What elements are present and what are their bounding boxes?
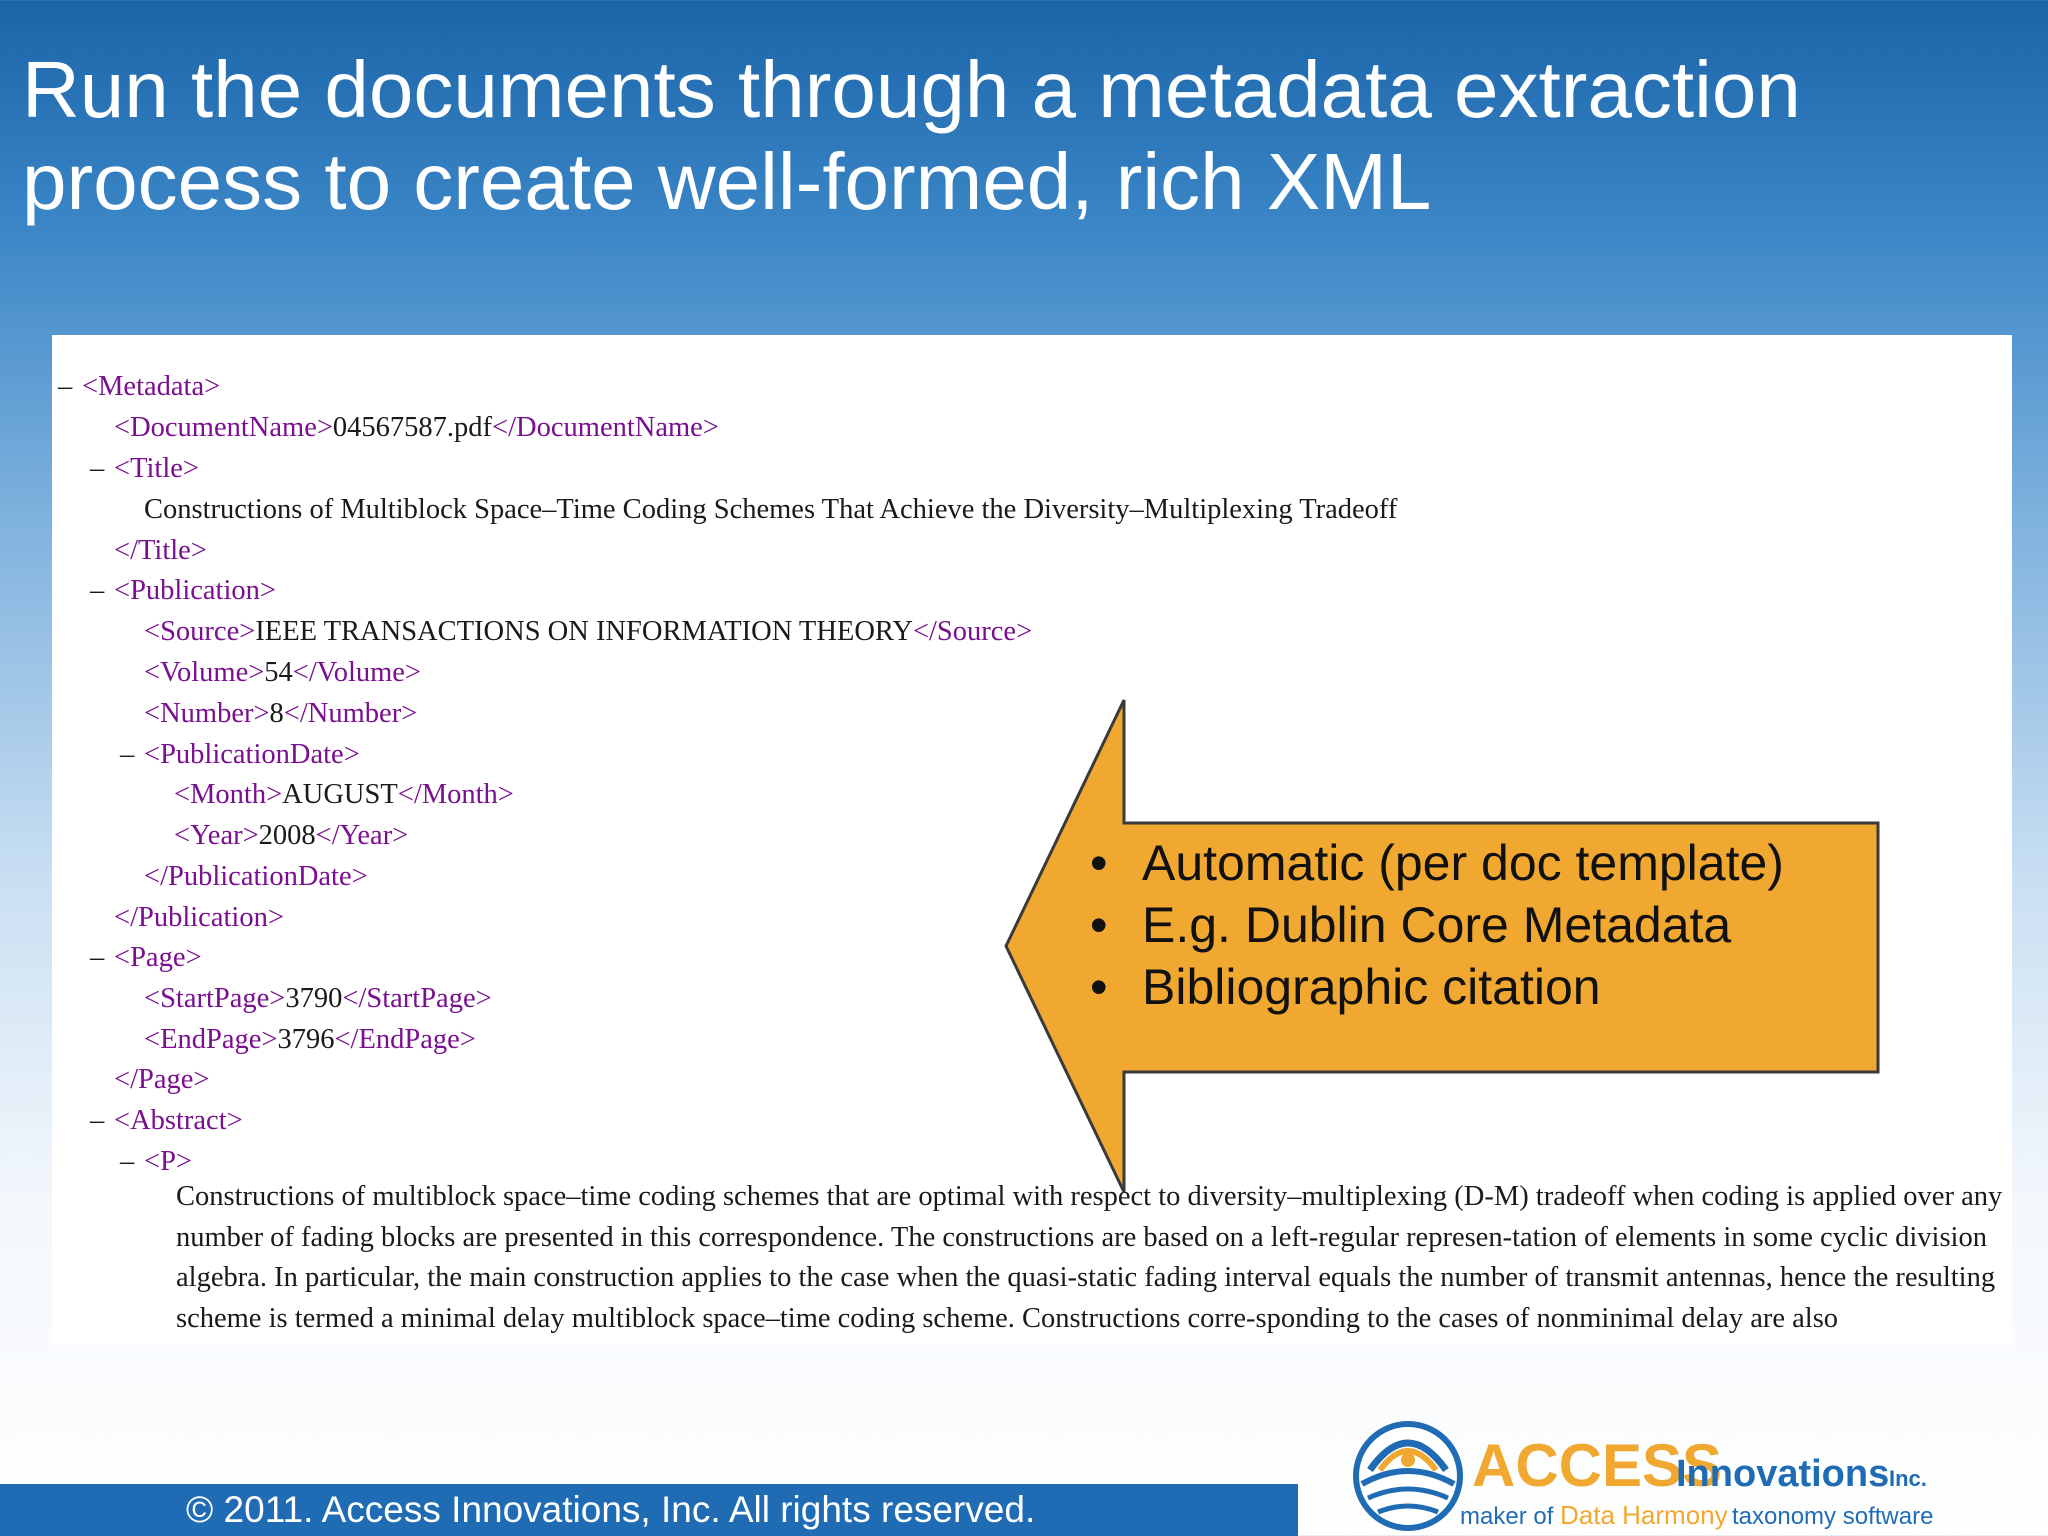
xml-tag: <StartPage> — [144, 983, 286, 1014]
xml-tag: </Title> — [114, 535, 207, 566]
xml-tag: </Volume> — [292, 657, 422, 688]
company-logo — [1346, 1418, 1946, 1536]
xml-tag: </Publication> — [114, 902, 284, 933]
xml-line-p — [120, 1142, 192, 1182]
xml-tag: <Month> — [174, 779, 283, 810]
xml-line-page — [90, 938, 202, 978]
collapse-toggle[interactable]: – — [120, 739, 135, 770]
logo-brand-access: ACCESS — [1472, 1432, 1723, 1499]
xml-tag: </Source> — [912, 616, 1033, 647]
xml-line-publicationdate-close — [144, 857, 368, 897]
xml-tag: </Number> — [283, 698, 418, 729]
slide-title — [22, 44, 1922, 228]
logo-emblem-icon — [1356, 1424, 1460, 1528]
xml-tag: <Number> — [144, 698, 270, 729]
xml-line-title-close — [114, 531, 207, 571]
callout-bullet-item: • Automatic (per doc template) — [1080, 832, 1784, 894]
xml-tag: <Title> — [114, 453, 199, 484]
xml-line-year — [174, 816, 408, 856]
xml-value: AUGUST — [282, 779, 398, 810]
xml-line-documentname — [114, 408, 719, 448]
xml-value: 04567587.pdf — [332, 412, 493, 443]
xml-tag: <PublicationDate> — [144, 739, 360, 770]
xml-line-endpage — [144, 1020, 476, 1060]
logo-brand-innovations: Innovations — [1676, 1453, 1890, 1495]
xml-tag: </PublicationDate> — [144, 861, 368, 892]
xml-value: 8 — [269, 698, 284, 729]
xml-value: 2008 — [258, 820, 316, 851]
xml-tag: <Volume> — [144, 657, 265, 688]
xml-value: 54 — [264, 657, 293, 688]
xml-value: IEEE TRANSACTIONS ON INFORMATION THEORY — [255, 616, 913, 647]
xml-tag: </EndPage> — [334, 1024, 476, 1055]
xml-tag: <Abstract> — [114, 1105, 243, 1136]
callout-bullet-item: • Bibliographic citation — [1080, 956, 1784, 1018]
xml-tag: </Year> — [315, 820, 409, 851]
logo-brand-inc: Inc. — [1889, 1466, 1927, 1491]
xml-line-page-close — [114, 1060, 209, 1100]
collapse-toggle[interactable]: – — [120, 1146, 135, 1177]
xml-line-publication — [90, 571, 276, 611]
logo-tagline-maker: maker of — [1460, 1503, 1554, 1530]
xml-tag: </DocumentName> — [492, 412, 719, 443]
xml-line-title-value — [144, 490, 1397, 530]
xml-tag: <EndPage> — [144, 1024, 278, 1055]
callout-bullet-item: • E.g. Dublin Core Metadata — [1080, 894, 1784, 956]
xml-line-number — [144, 694, 417, 734]
xml-tag: <Source> — [144, 616, 256, 647]
collapse-toggle[interactable]: – — [90, 453, 105, 484]
collapse-toggle[interactable]: – — [58, 371, 73, 402]
xml-line-month — [174, 775, 514, 815]
collapse-toggle[interactable]: – — [90, 942, 105, 973]
slide-title-line-2: process to create well-formed, rich XML — [22, 137, 1432, 226]
xml-tag: <P> — [144, 1146, 192, 1177]
abstract-text: Constructions of multiblock space–time coding schemes that are optimal with respect to diversity–multiplexing (D-M) tradeoff when coding is applied over any number of fading blocks are presented in this correspondence. The constructions are based on a left-regular represen-tation of elements in some cyclic division algebra. In particular, the main construction applies to the case when the quasi-static fading interval equals the number of transmit antennas, hence the resulting scheme is termed a minimal delay multiblock space–time coding scheme. Constructions corre-sponding to the cases of nonminimal delay are also — [176, 1181, 2003, 1335]
xml-line-title — [90, 449, 199, 489]
xml-tag: <Publication> — [114, 575, 276, 606]
logo-tagline-rest: taxonomy software — [1732, 1503, 1934, 1530]
footer-bar — [0, 1484, 1298, 1536]
xml-tag: </Page> — [114, 1064, 210, 1095]
xml-tag: <Page> — [114, 942, 202, 973]
xml-line-abstract — [90, 1101, 243, 1141]
xml-tag: <Year> — [174, 820, 259, 851]
xml-tag: </StartPage> — [342, 983, 492, 1014]
xml-line-publicationdate — [120, 735, 360, 775]
bullet-dot: • — [1090, 959, 1108, 1015]
xml-tag: </Month> — [397, 779, 514, 810]
xml-line-publication-close — [114, 898, 284, 938]
xml-tag: <Metadata> — [82, 371, 221, 402]
xml-value: Constructions of Multiblock Space–Time Coding Schemes That Achieve the Diversity–Multiplexing Tradeoff — [144, 494, 1398, 525]
bullet-dot: • — [1090, 897, 1108, 953]
collapse-toggle[interactable]: – — [90, 1105, 105, 1136]
slide-title-line-1: Run the documents through a metadata extraction — [22, 45, 1801, 134]
callout-bullet-list — [1080, 832, 1784, 1018]
collapse-toggle[interactable]: – — [90, 575, 105, 606]
xml-value: 3790 — [285, 983, 343, 1014]
bullet-dot: • — [1090, 835, 1108, 891]
xml-line-volume — [144, 653, 421, 693]
xml-line-startpage — [144, 979, 492, 1019]
xml-line-metadata — [58, 367, 220, 407]
logo-tagline-product: Data Harmony — [1560, 1500, 1728, 1530]
xml-line-source — [144, 612, 1032, 652]
xml-tag: <DocumentName> — [114, 412, 333, 443]
copyright-text: © 2011. Access Innovations, Inc. All rights reserved. — [186, 1489, 1036, 1530]
xml-value: 3796 — [277, 1024, 335, 1055]
